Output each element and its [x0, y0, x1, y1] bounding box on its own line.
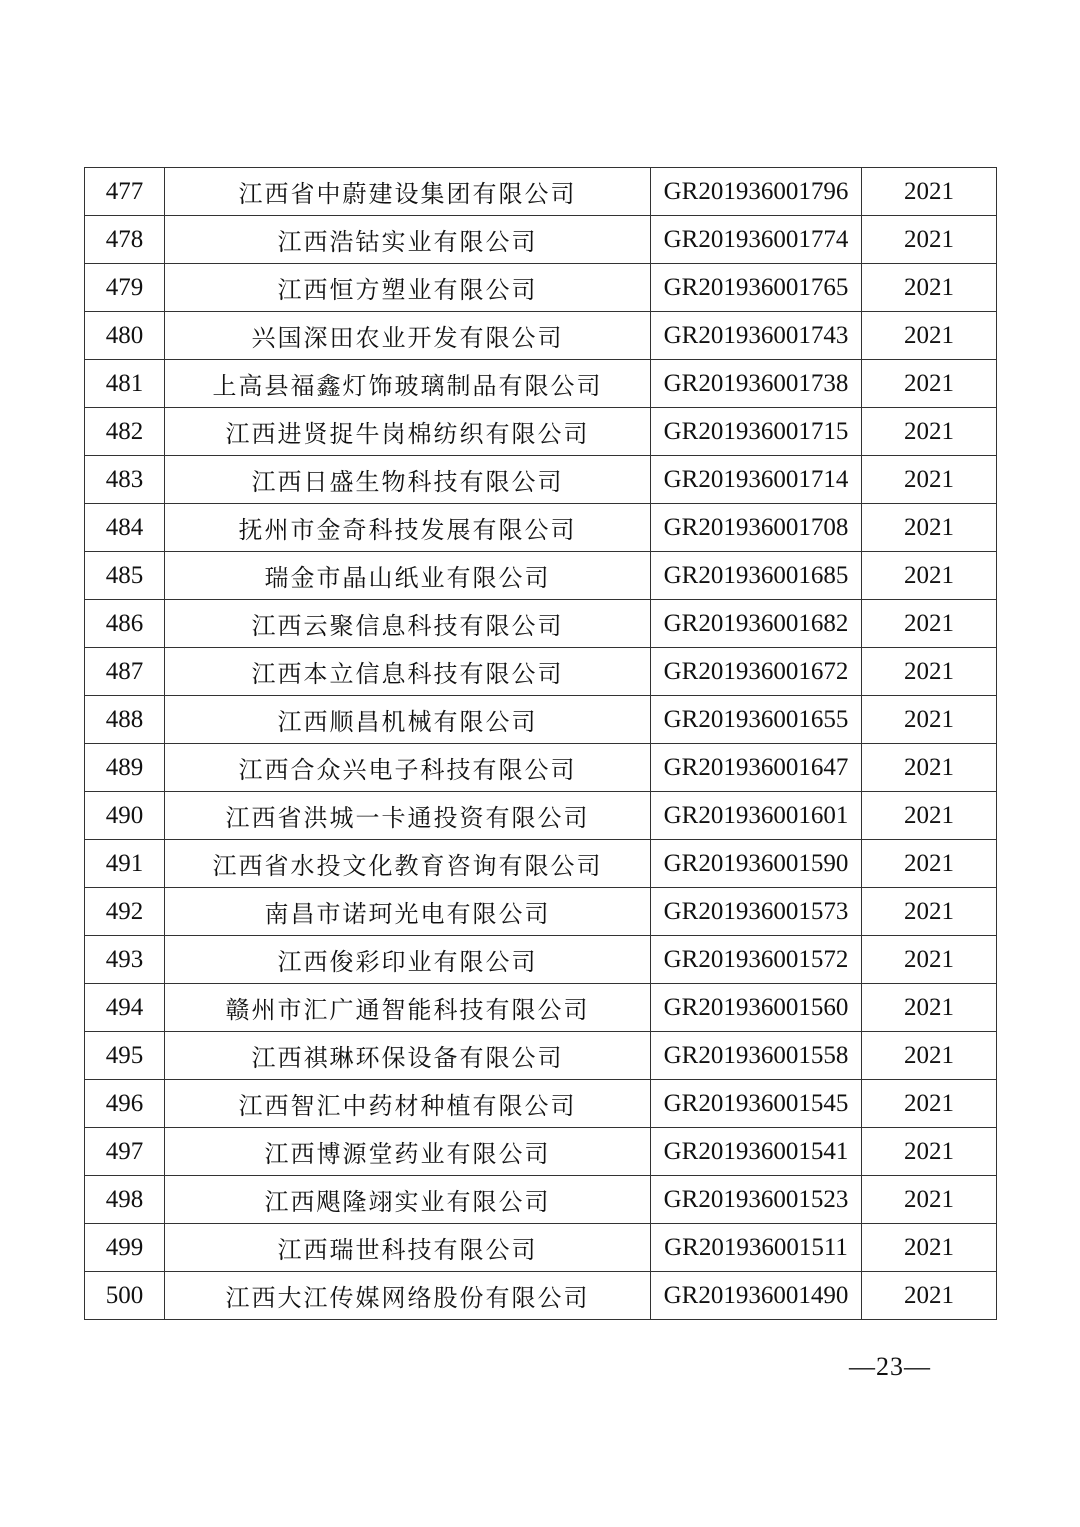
table-row	[85, 1272, 997, 1320]
company-name: 江西顺昌机械有限公司	[165, 696, 651, 744]
row-number: 484	[85, 504, 165, 552]
company-name: 江西省洪城一卡通投资有限公司	[165, 792, 651, 840]
table-row	[85, 1032, 997, 1080]
certificate-number: GR201936001590	[651, 840, 862, 888]
row-number: 485	[85, 552, 165, 600]
table-row	[85, 360, 997, 408]
year: 2021	[862, 1080, 997, 1128]
table-row	[85, 888, 997, 936]
table-row	[85, 696, 997, 744]
row-number: 491	[85, 840, 165, 888]
table-row	[85, 264, 997, 312]
table-row	[85, 456, 997, 504]
row-number: 480	[85, 312, 165, 360]
row-number: 486	[85, 600, 165, 648]
year: 2021	[862, 408, 997, 456]
row-number: 500	[85, 1272, 165, 1320]
table-row	[85, 312, 997, 360]
year: 2021	[862, 456, 997, 504]
row-number: 477	[85, 168, 165, 216]
certificate-number: GR201936001647	[651, 744, 862, 792]
company-name: 江西省中蔚建设集团有限公司	[165, 168, 651, 216]
table-row	[85, 1128, 997, 1176]
certificate-number: GR201936001682	[651, 600, 862, 648]
table-row	[85, 1080, 997, 1128]
table-row	[85, 744, 997, 792]
company-name: 江西瑞世科技有限公司	[165, 1224, 651, 1272]
table-row	[85, 552, 997, 600]
row-number: 482	[85, 408, 165, 456]
page-number: —23—	[849, 1352, 931, 1381]
year: 2021	[862, 264, 997, 312]
table-row	[85, 936, 997, 984]
table-row	[85, 504, 997, 552]
certificate-number: GR201936001715	[651, 408, 862, 456]
year: 2021	[862, 744, 997, 792]
year: 2021	[862, 1176, 997, 1224]
certificate-number: GR201936001708	[651, 504, 862, 552]
certificate-number: GR201936001796	[651, 168, 862, 216]
row-number: 498	[85, 1176, 165, 1224]
company-name: 江西本立信息科技有限公司	[165, 648, 651, 696]
row-number: 481	[85, 360, 165, 408]
row-number: 490	[85, 792, 165, 840]
row-number: 497	[85, 1128, 165, 1176]
row-number: 499	[85, 1224, 165, 1272]
certificate-number: GR201936001511	[651, 1224, 862, 1272]
certificate-number: GR201936001714	[651, 456, 862, 504]
year: 2021	[862, 696, 997, 744]
company-table	[84, 167, 997, 1320]
table-body	[85, 168, 997, 1320]
company-name: 江西云聚信息科技有限公司	[165, 600, 651, 648]
certificate-number: GR201936001655	[651, 696, 862, 744]
certificate-number: GR201936001572	[651, 936, 862, 984]
table-row	[85, 840, 997, 888]
row-number: 496	[85, 1080, 165, 1128]
certificate-number: GR201936001743	[651, 312, 862, 360]
company-name: 江西飓隆翊实业有限公司	[165, 1176, 651, 1224]
certificate-number: GR201936001558	[651, 1032, 862, 1080]
table-row	[85, 984, 997, 1032]
row-number: 488	[85, 696, 165, 744]
table-row	[85, 648, 997, 696]
company-name: 江西俊彩印业有限公司	[165, 936, 651, 984]
company-name: 江西智汇中药材种植有限公司	[165, 1080, 651, 1128]
certificate-number: GR201936001738	[651, 360, 862, 408]
certificate-number: GR201936001560	[651, 984, 862, 1032]
year: 2021	[862, 216, 997, 264]
row-number: 495	[85, 1032, 165, 1080]
company-name: 江西省水投文化教育咨询有限公司	[165, 840, 651, 888]
company-name: 江西合众兴电子科技有限公司	[165, 744, 651, 792]
row-number: 492	[85, 888, 165, 936]
certificate-number: GR201936001490	[651, 1272, 862, 1320]
year: 2021	[862, 600, 997, 648]
table-row	[85, 216, 997, 264]
certificate-number: GR201936001672	[651, 648, 862, 696]
company-name: 江西浩钴实业有限公司	[165, 216, 651, 264]
certificate-number: GR201936001685	[651, 552, 862, 600]
table-row	[85, 168, 997, 216]
certificate-number: GR201936001545	[651, 1080, 862, 1128]
year: 2021	[862, 504, 997, 552]
company-name: 南昌市诺珂光电有限公司	[165, 888, 651, 936]
company-name: 兴国深田农业开发有限公司	[165, 312, 651, 360]
company-name: 瑞金市晶山纸业有限公司	[165, 552, 651, 600]
certificate-number: GR201936001765	[651, 264, 862, 312]
year: 2021	[862, 648, 997, 696]
certificate-number: GR201936001774	[651, 216, 862, 264]
year: 2021	[862, 312, 997, 360]
row-number: 483	[85, 456, 165, 504]
company-name: 江西进贤捉牛岗棉纺织有限公司	[165, 408, 651, 456]
table-row	[85, 1176, 997, 1224]
year: 2021	[862, 1272, 997, 1320]
year: 2021	[862, 360, 997, 408]
certificate-number: GR201936001601	[651, 792, 862, 840]
table-row	[85, 792, 997, 840]
table-row	[85, 600, 997, 648]
year: 2021	[862, 1224, 997, 1272]
row-number: 479	[85, 264, 165, 312]
company-name: 赣州市汇广通智能科技有限公司	[165, 984, 651, 1032]
certificate-number: GR201936001541	[651, 1128, 862, 1176]
company-name: 江西祺琳环保设备有限公司	[165, 1032, 651, 1080]
year: 2021	[862, 1128, 997, 1176]
company-name: 上高县福鑫灯饰玻璃制品有限公司	[165, 360, 651, 408]
certificate-number: GR201936001523	[651, 1176, 862, 1224]
year: 2021	[862, 840, 997, 888]
company-name: 江西博源堂药业有限公司	[165, 1128, 651, 1176]
year: 2021	[862, 888, 997, 936]
row-number: 493	[85, 936, 165, 984]
year: 2021	[862, 552, 997, 600]
company-name: 江西日盛生物科技有限公司	[165, 456, 651, 504]
year: 2021	[862, 1032, 997, 1080]
row-number: 478	[85, 216, 165, 264]
company-name: 抚州市金奇科技发展有限公司	[165, 504, 651, 552]
row-number: 494	[85, 984, 165, 1032]
row-number: 489	[85, 744, 165, 792]
company-name: 江西恒方塑业有限公司	[165, 264, 651, 312]
company-name: 江西大江传媒网络股份有限公司	[165, 1272, 651, 1320]
certificate-number: GR201936001573	[651, 888, 862, 936]
year: 2021	[862, 792, 997, 840]
year: 2021	[862, 984, 997, 1032]
row-number: 487	[85, 648, 165, 696]
year: 2021	[862, 168, 997, 216]
table-row	[85, 1224, 997, 1272]
table-row	[85, 408, 997, 456]
year: 2021	[862, 936, 997, 984]
